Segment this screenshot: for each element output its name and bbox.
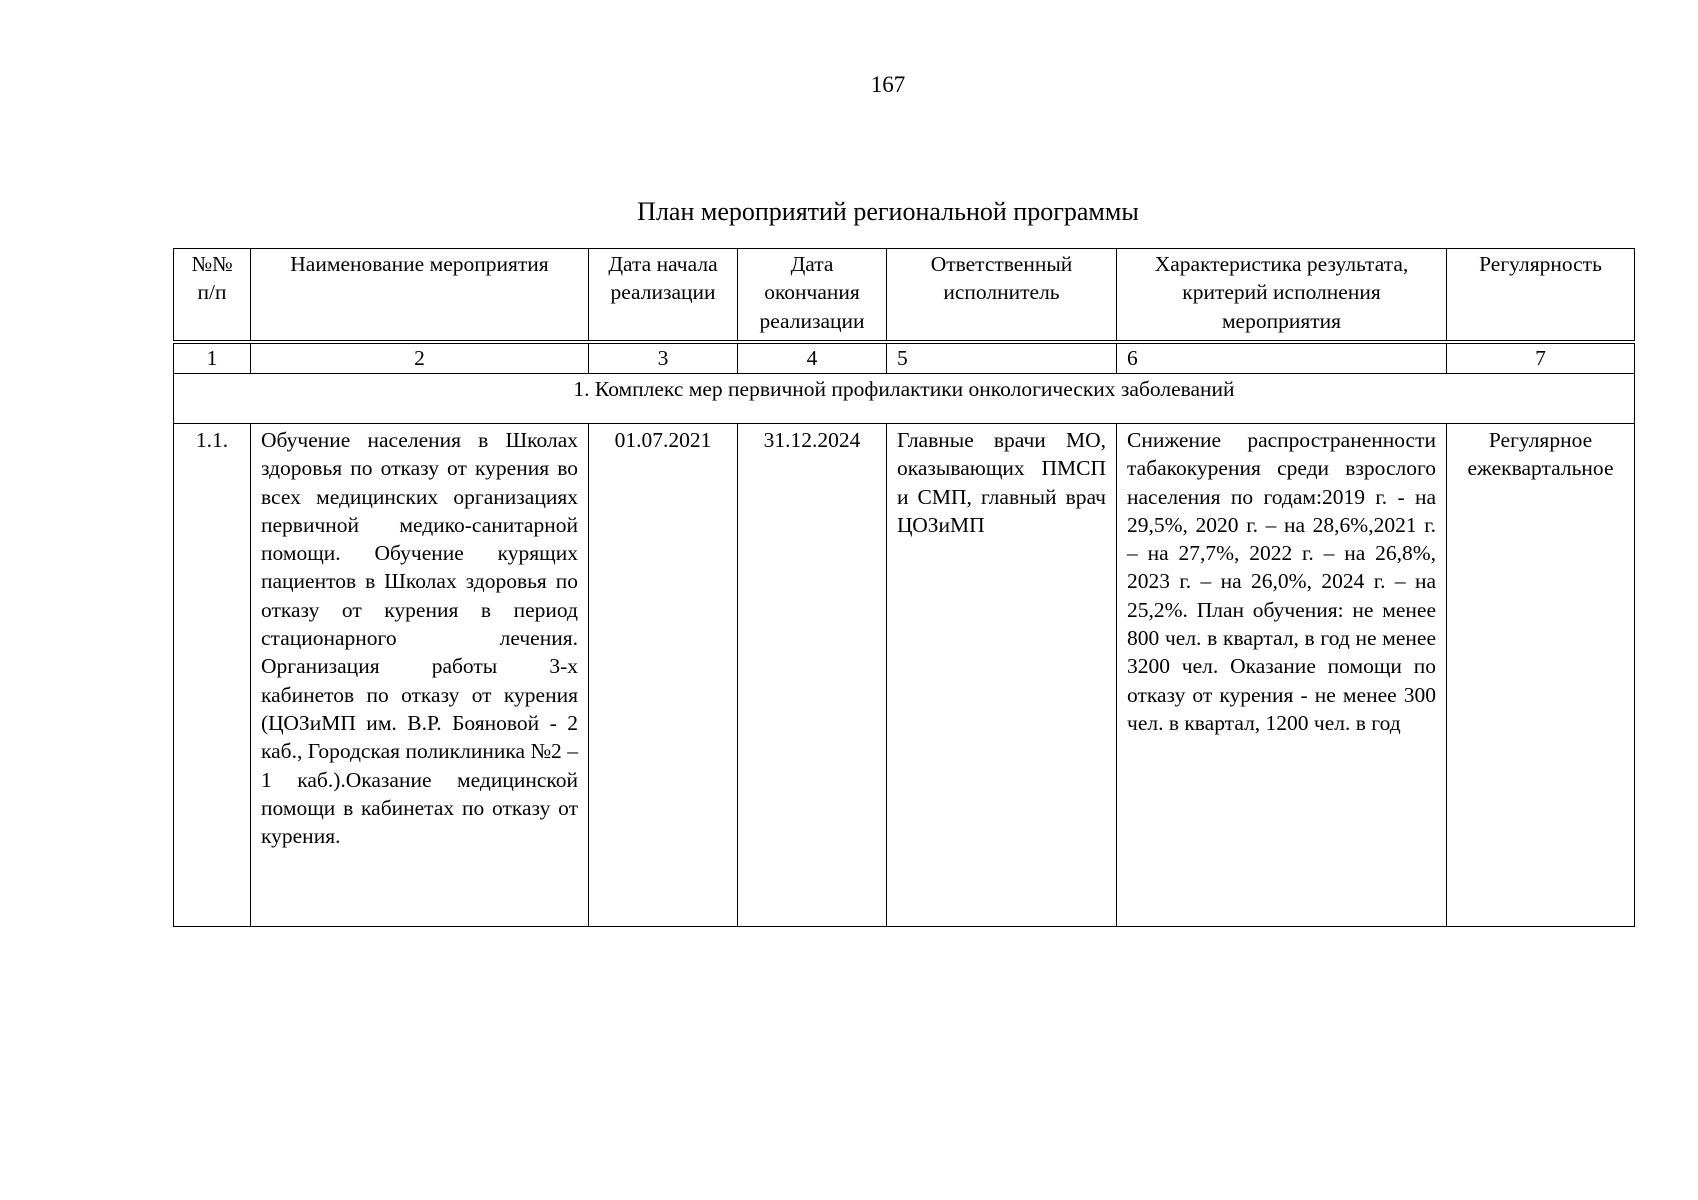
row-result: Снижение распространенности табакокурения среди взрослого населения по годам:2019 г. - на 29,5%, 2020 г. – на 28,6%,2021 г. – на 27,7%, 2022 г. – на 26,8%, 2023 г. – на 26,0%, 2024 г. – на 25,2%. План обучения: не менее 800 чел. в квартал, в год не менее 3200 чел. Оказание помощи по отказу от курения - не менее 300 чел. в квартал, 1200 чел. в год: [1117, 424, 1447, 927]
row-start-date: 01.07.2021: [589, 424, 738, 927]
header-result: Характеристика результата, критерий исполнения мероприятия: [1117, 249, 1447, 341]
document-title: План мероприятий региональной программы: [637, 197, 1139, 226]
table-row: [174, 424, 1635, 927]
row-end-date: 31.12.2024: [738, 424, 887, 927]
header-activity-name: Наименование мероприятия: [251, 249, 589, 341]
column-number: 7: [1447, 344, 1635, 374]
page-number: 167: [870, 72, 906, 97]
plan-table: [173, 248, 1635, 927]
header-end-date: Дата окончания реализации: [738, 249, 887, 341]
column-number: 4: [738, 344, 887, 374]
header-responsible: Ответственный исполнитель: [887, 249, 1117, 341]
section-row: [174, 374, 1635, 424]
column-number: 6: [1117, 344, 1447, 374]
table-header-row: [174, 249, 1635, 341]
row-number: 1.1.: [174, 424, 251, 927]
header-start-date: Дата начала реализации: [589, 249, 738, 341]
column-number: 5: [887, 344, 1117, 374]
row-activity-name: Обучение населения в Школах здоровья по отказу от курения во всех медицинских организациях первичной медико-санитарной помощи. Обучение курящих пациентов в Школах здоровья по отказу от курения в период стационарного лечения. Организация работы 3-х кабинетов по отказу от курения (ЦОЗиМП им. В.Р. Бояновой - 2 каб., Городская поликлиника №2 – 1 каб.).Оказание медицинской помощи в кабинетах по отказу от курения.: [251, 424, 589, 927]
column-number: 2: [251, 344, 589, 374]
column-number: 3: [589, 344, 738, 374]
column-number: 1: [174, 344, 251, 374]
header-number: №№ п/п: [174, 249, 251, 341]
row-responsible: Главные врачи МО, оказывающих ПМСП и СМП, главный врач ЦОЗиМП: [887, 424, 1117, 927]
row-regularity: Регулярное ежеквартальное: [1447, 424, 1635, 927]
section-title: 1. Комплекс мер первичной профилактики онкологических заболеваний: [174, 374, 1635, 424]
header-regularity: Регулярность: [1447, 249, 1635, 341]
column-number-row: [174, 344, 1635, 374]
